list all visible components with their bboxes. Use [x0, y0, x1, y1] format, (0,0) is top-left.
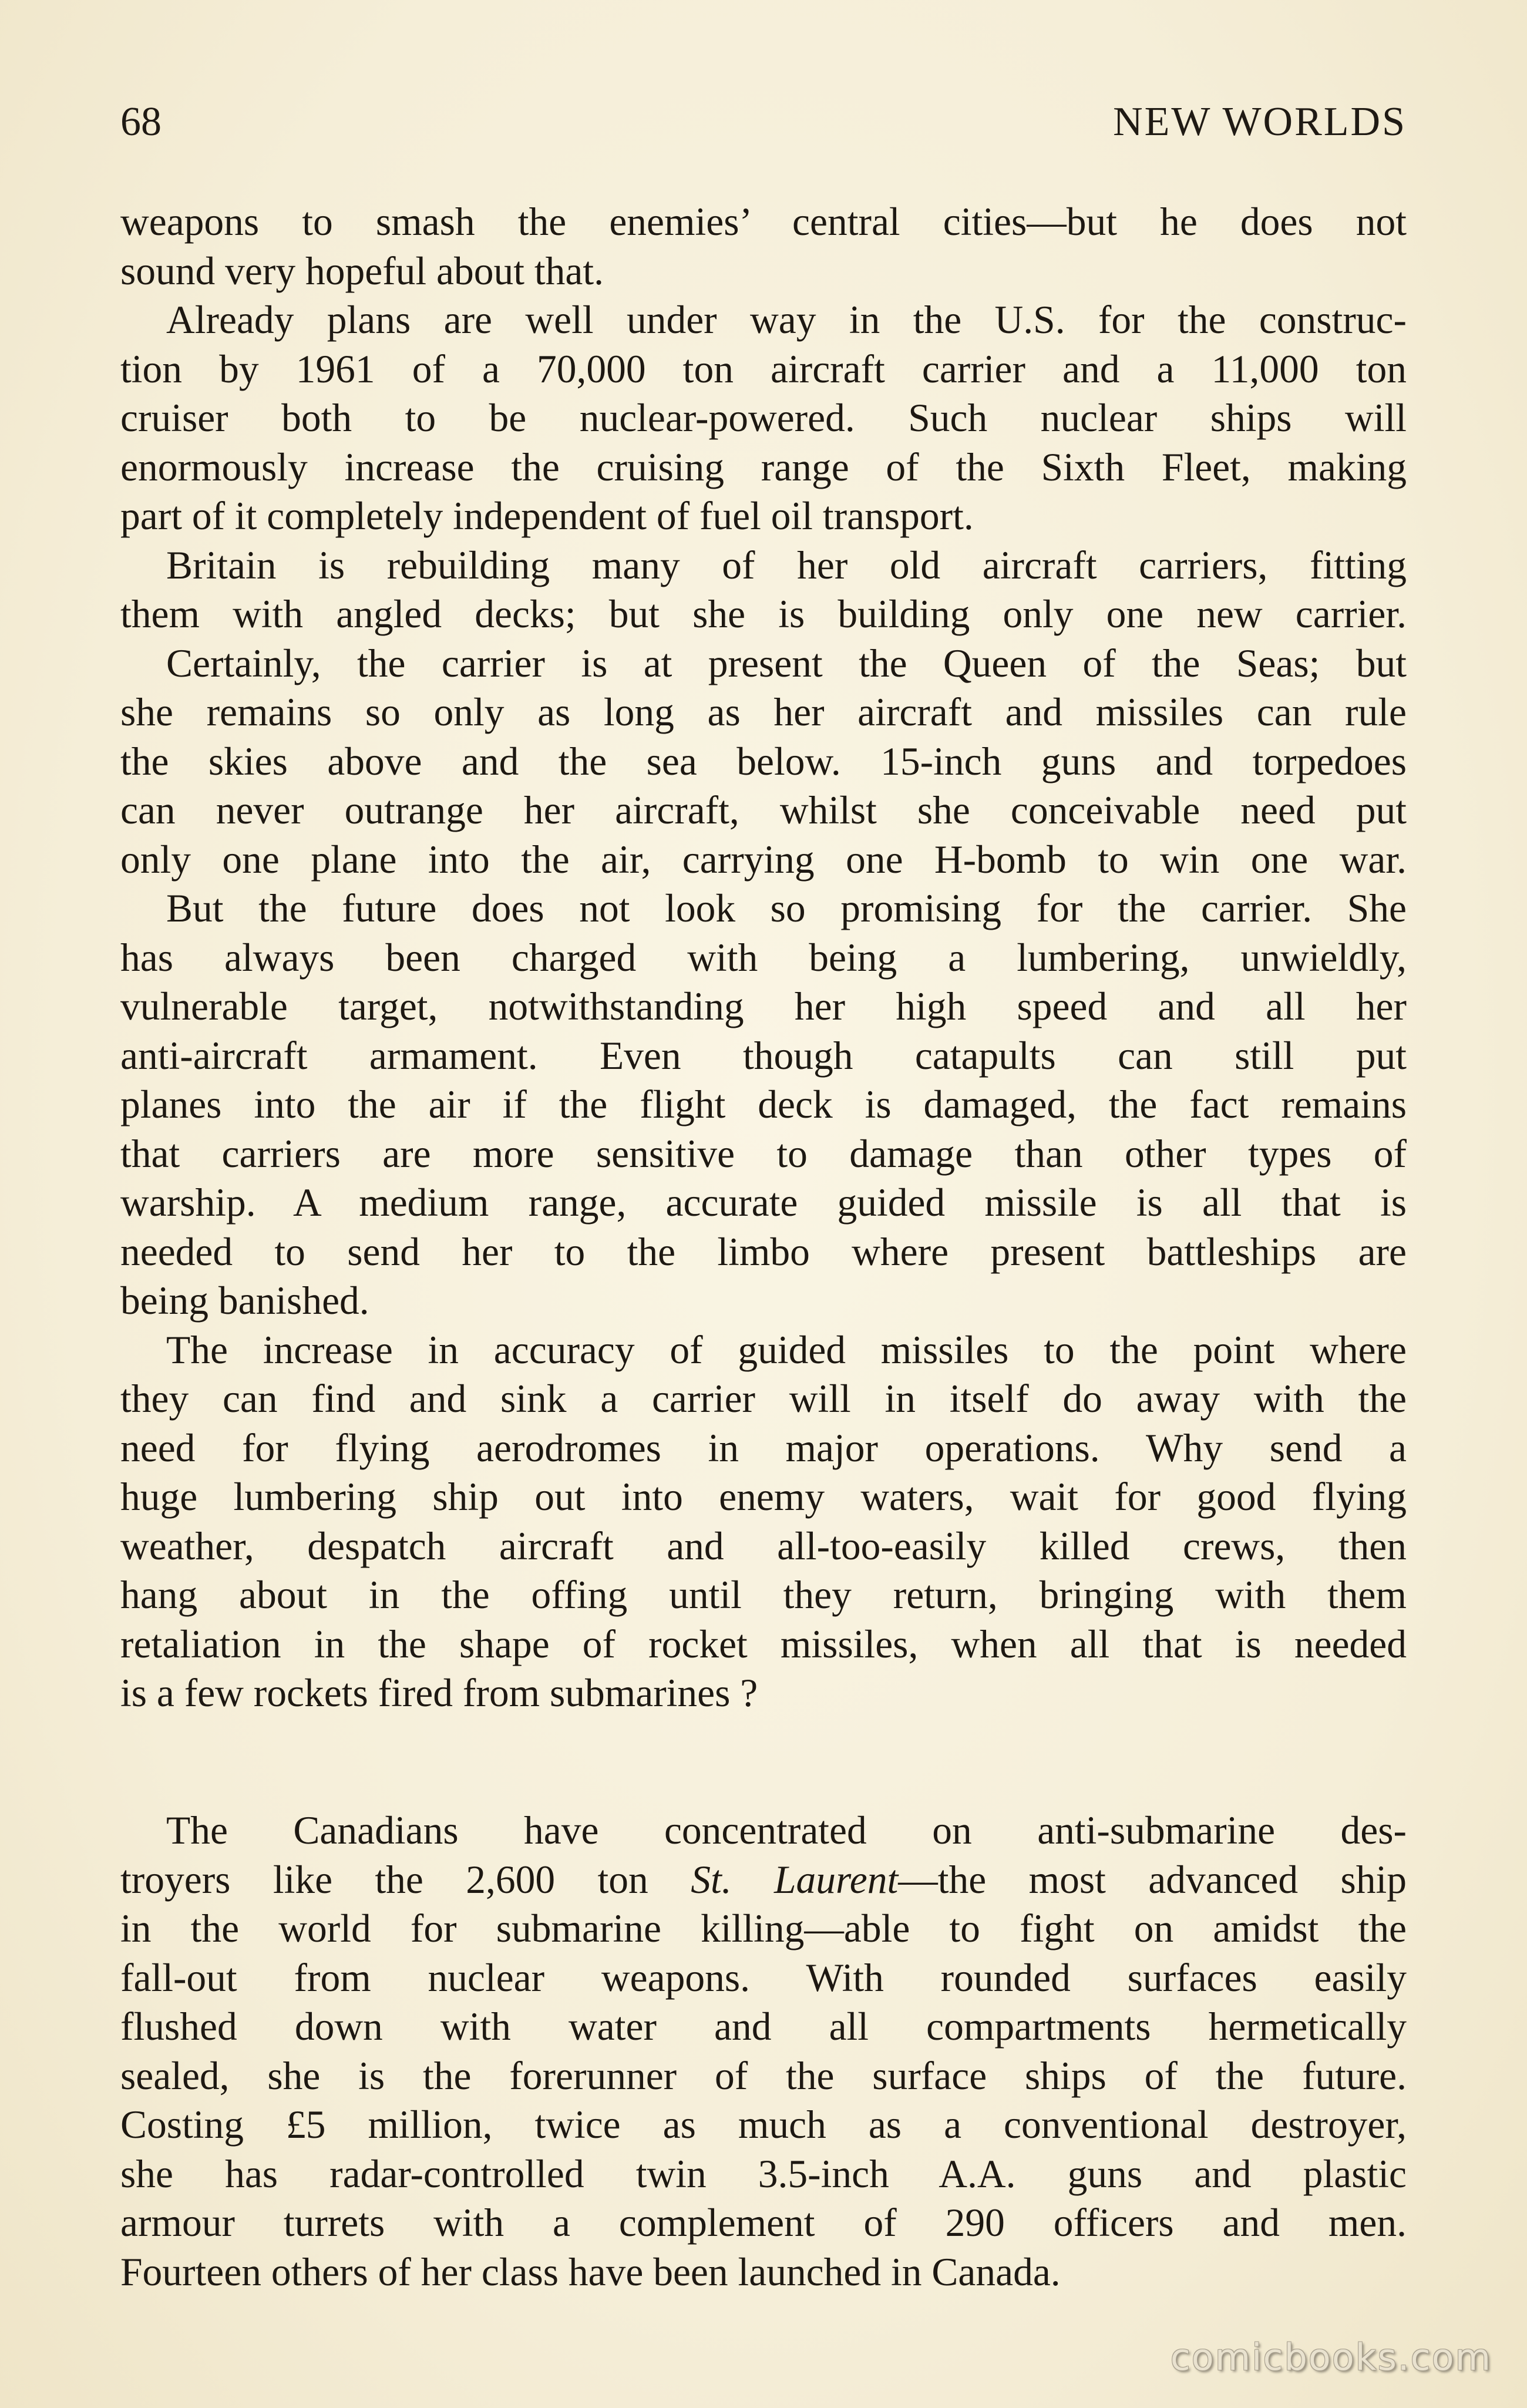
text-line: But the future does not look so promising for the carrier. She	[166, 886, 1407, 930]
text-line: sealed, she is the forerunner of the surface ships of the future.	[120, 2053, 1407, 2098]
watermark: comicbooks.com	[1170, 2336, 1492, 2379]
text-line: the skies above and the sea below. 15-inch guns and torpedoes	[120, 739, 1407, 783]
text-line: Britain is rebuilding many of her old aircraft carriers, fitting	[166, 543, 1407, 587]
text-line: being banished.	[120, 1279, 369, 1323]
text-line: need for flying aerodromes in major operations. Why send a	[120, 1425, 1407, 1470]
body-text-section-1	[120, 197, 1407, 1718]
text-line: armour turrets with a complement of 290 officers and men.	[120, 2201, 1407, 2245]
text-line: they can find and sink a carrier will in itself do away with the	[120, 1377, 1407, 1421]
text-line: weather, despatch aircraft and all-too-easily killed crews, then	[120, 1524, 1407, 1568]
page-number: 68	[120, 99, 162, 144]
text-line: flushed down with water and all compartments hermetically	[120, 2005, 1407, 2049]
text-line: can never outrange her aircraft, whilst she conceivable need put	[120, 788, 1407, 832]
text-line: she has radar-controlled twin 3.5-inch A.A. guns and plastic	[120, 2151, 1407, 2196]
ship-name: St. Laurent	[691, 1857, 899, 1902]
text-line: hang about in the offing until they return, bringing with them	[120, 1573, 1407, 1617]
text-run: troyers like the 2,600 ton	[120, 1857, 691, 1902]
text-line: The Canadians have concentrated on anti-submarine des-	[166, 1808, 1407, 1852]
text-line: weapons to smash the enemies’ central cities—but he does not	[120, 200, 1407, 244]
text-line: anti-aircraft armament. Even though catapults can still put	[120, 1033, 1407, 1078]
text-line: she remains so only as long as her aircraft and missiles can rule	[120, 690, 1407, 734]
text-line: The increase in accuracy of guided missiles to the point where	[166, 1327, 1407, 1372]
text-line: sound very hopeful about that.	[120, 248, 604, 293]
text-line: is a few rockets fired from submarines ?	[120, 1671, 758, 1715]
text-line: Costing £5 million, twice as much as a conventional destroyer,	[120, 2103, 1407, 2147]
text-line: retaliation in the shape of rocket missiles, when all that is needed	[120, 1622, 1407, 1666]
text-line: Certainly, the carrier is at present the Queen of the Seas; but	[166, 641, 1407, 685]
text-line: fall-out from nuclear weapons. With rounded surfaces easily	[120, 1955, 1407, 2000]
text-line: cruiser both to be nuclear-powered. Such nuclear ships will	[120, 396, 1407, 440]
text-line: tion by 1961 of a 70,000 ton aircraft carrier and a 11,000 ton	[120, 347, 1407, 391]
text-line: needed to send her to the limbo where present battleships are	[120, 1229, 1407, 1274]
text-line: planes into the air if the flight deck is damaged, the fact remains	[120, 1082, 1407, 1126]
text-line: warship. A medium range, accurate guided missile is all that is	[120, 1181, 1407, 1225]
text-line: only one plane into the air, carrying one H-bomb to win one war.	[120, 837, 1407, 882]
text-line: in the world for submarine killing—able to fight on amidst the	[120, 1906, 1407, 1950]
text-line: vulnerable target, notwithstanding her high speed and all her	[120, 984, 1407, 1028]
running-title: NEW WORLDS	[1113, 99, 1407, 144]
text-line: enormously increase the cruising range of the Sixth Fleet, making	[120, 445, 1407, 489]
text-run: —the most advanced ship	[898, 1857, 1407, 1902]
body-text-section-2	[120, 1806, 1407, 2296]
text-line: has always been charged with being a lumbering, unwieldly,	[120, 935, 1407, 980]
text-line	[120, 1855, 1407, 1905]
text-line: Already plans are well under way in the U.S. for the construc-	[166, 298, 1407, 342]
text-line: that carriers are more sensitive to damage than other types of	[120, 1131, 1407, 1176]
running-header	[120, 99, 1407, 163]
text-line: Fourteen others of her class have been launched in Canada.	[120, 2249, 1061, 2294]
text-line: huge lumbering ship out into enemy waters, wait for good flying	[120, 1475, 1407, 1519]
text-line: part of it completely independent of fuel oil transport.	[120, 494, 974, 538]
text-line: them with angled decks; but she is building only one new carrier.	[120, 592, 1407, 636]
